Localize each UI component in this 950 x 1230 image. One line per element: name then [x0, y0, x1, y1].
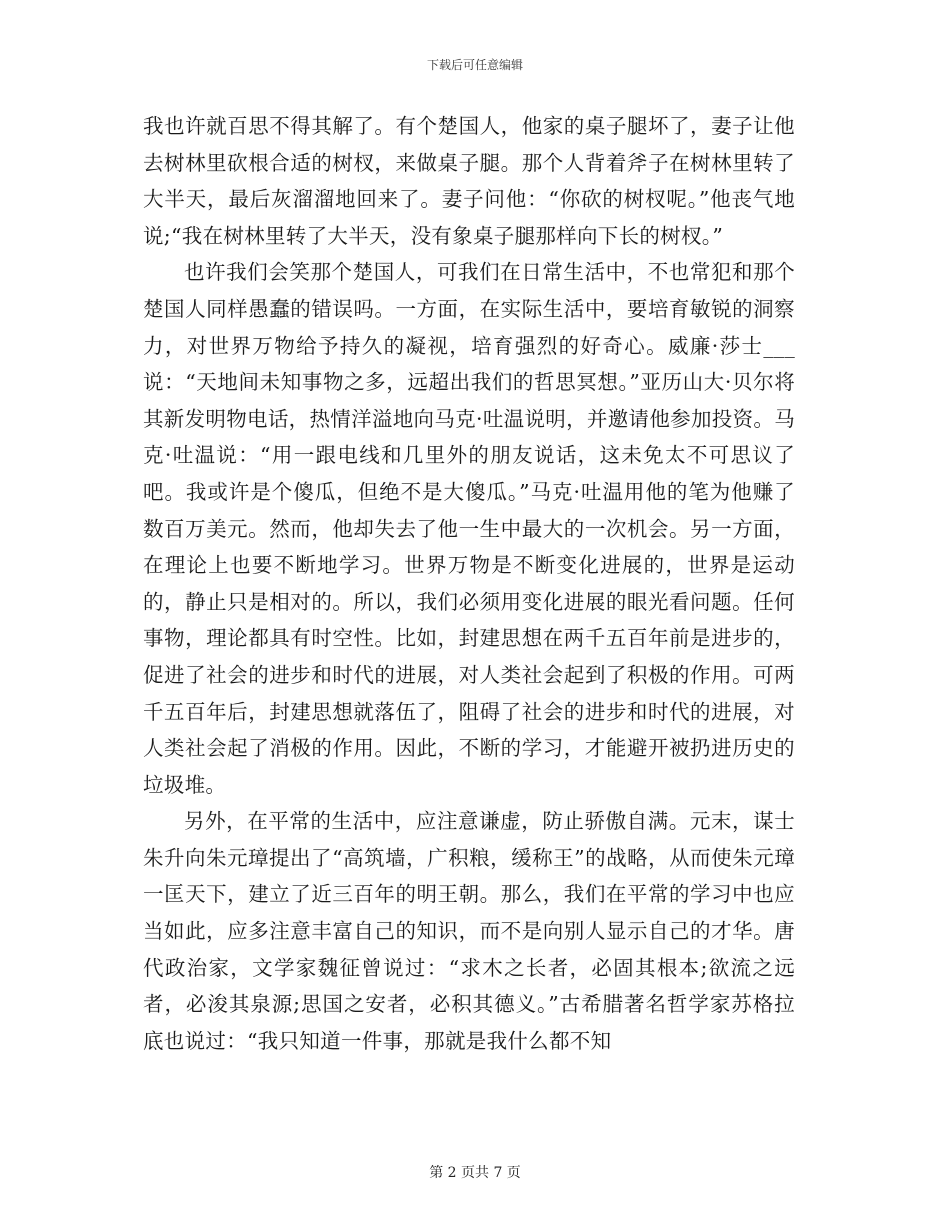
- paragraph: 也许我们会笑那个楚国人，可我们在日常生活中，不也常犯和那个楚国人同样愚蠢的错误吗。一方面，在实际生活中，要培育敏锐的洞察力，对世界万物给予持久的凝视，培育强烈的好奇心。威廉·莎士___说：“天地间未知事物之多，远超出我们的哲思冥想。”亚历山大·贝尔将其新发明物电话，热情洋溢地向马克·吐温说明，并邀请他参加投资。马克·吐温说：“用一跟电线和几里外的朋友说话，这未免太不可思议了吧。我或许是个傻瓜，但绝不是大傻瓜。”马克·吐温用他的笔为他赚了数百万美元。然而，他却失去了他一生中最大的一次机会。另一方面，在理论上也要不断地学习。世界万物是不断变化进展的，世界是运动的，静止只是相对的。所以，我们必须用变化进展的眼光看问题。任何事物，理论都具有时空性。比如，封建思想在两千五百年前是进步的，促进了社会的进步和时代的进展，对人类社会起到了积极的作用。可两千五百年后，封建思想就落伍了，阻碍了社会的进步和时代的进展，对人类社会起了消极的作用。因此，不断的学习，才能避开被扔进历史的垃圾堆。: [143, 260, 795, 797]
- page-header: 下载后可任意编辑: [426, 58, 523, 72]
- paragraph-continued: 我也许就百思不得其解了。有个楚国人，他家的桌子腿坏了，妻子让他去树林里砍根合适的树杈，来做桌子腿。那个人背着斧子在树林里转了大半天，最后灰溜溜地回来了。妻子问他：“你砍的树杈呢。”他丧气地说;“我在树林里转了大半天，没有象桌子腿那样向下长的树杈。”: [143, 114, 795, 248]
- document-body: [143, 108, 795, 1059]
- page-number: 第 2 页共 7 页: [429, 1165, 521, 1181]
- paragraph: 另外，在平常的生活中，应注意谦虚，防止骄傲自满。元末，谋士朱升向朱元璋提出了“高筑墙，广积粮，缓称王”的战略，从而使朱元璋一匡天下，建立了近三百年的明王朝。那么，我们在平常的学习中也应当如此，应多注意丰富自己的知识，而不是向别人显示自己的才华。唐代政治家，文学家魏征曾说过：“求木之长者，必固其根本;欲流之远者，必浚其泉源;思国之安者，必积其德义。”古希腊著名哲学家苏格拉底也说过：“我只知道一件事，那就是我什么都不知: [143, 809, 795, 1053]
